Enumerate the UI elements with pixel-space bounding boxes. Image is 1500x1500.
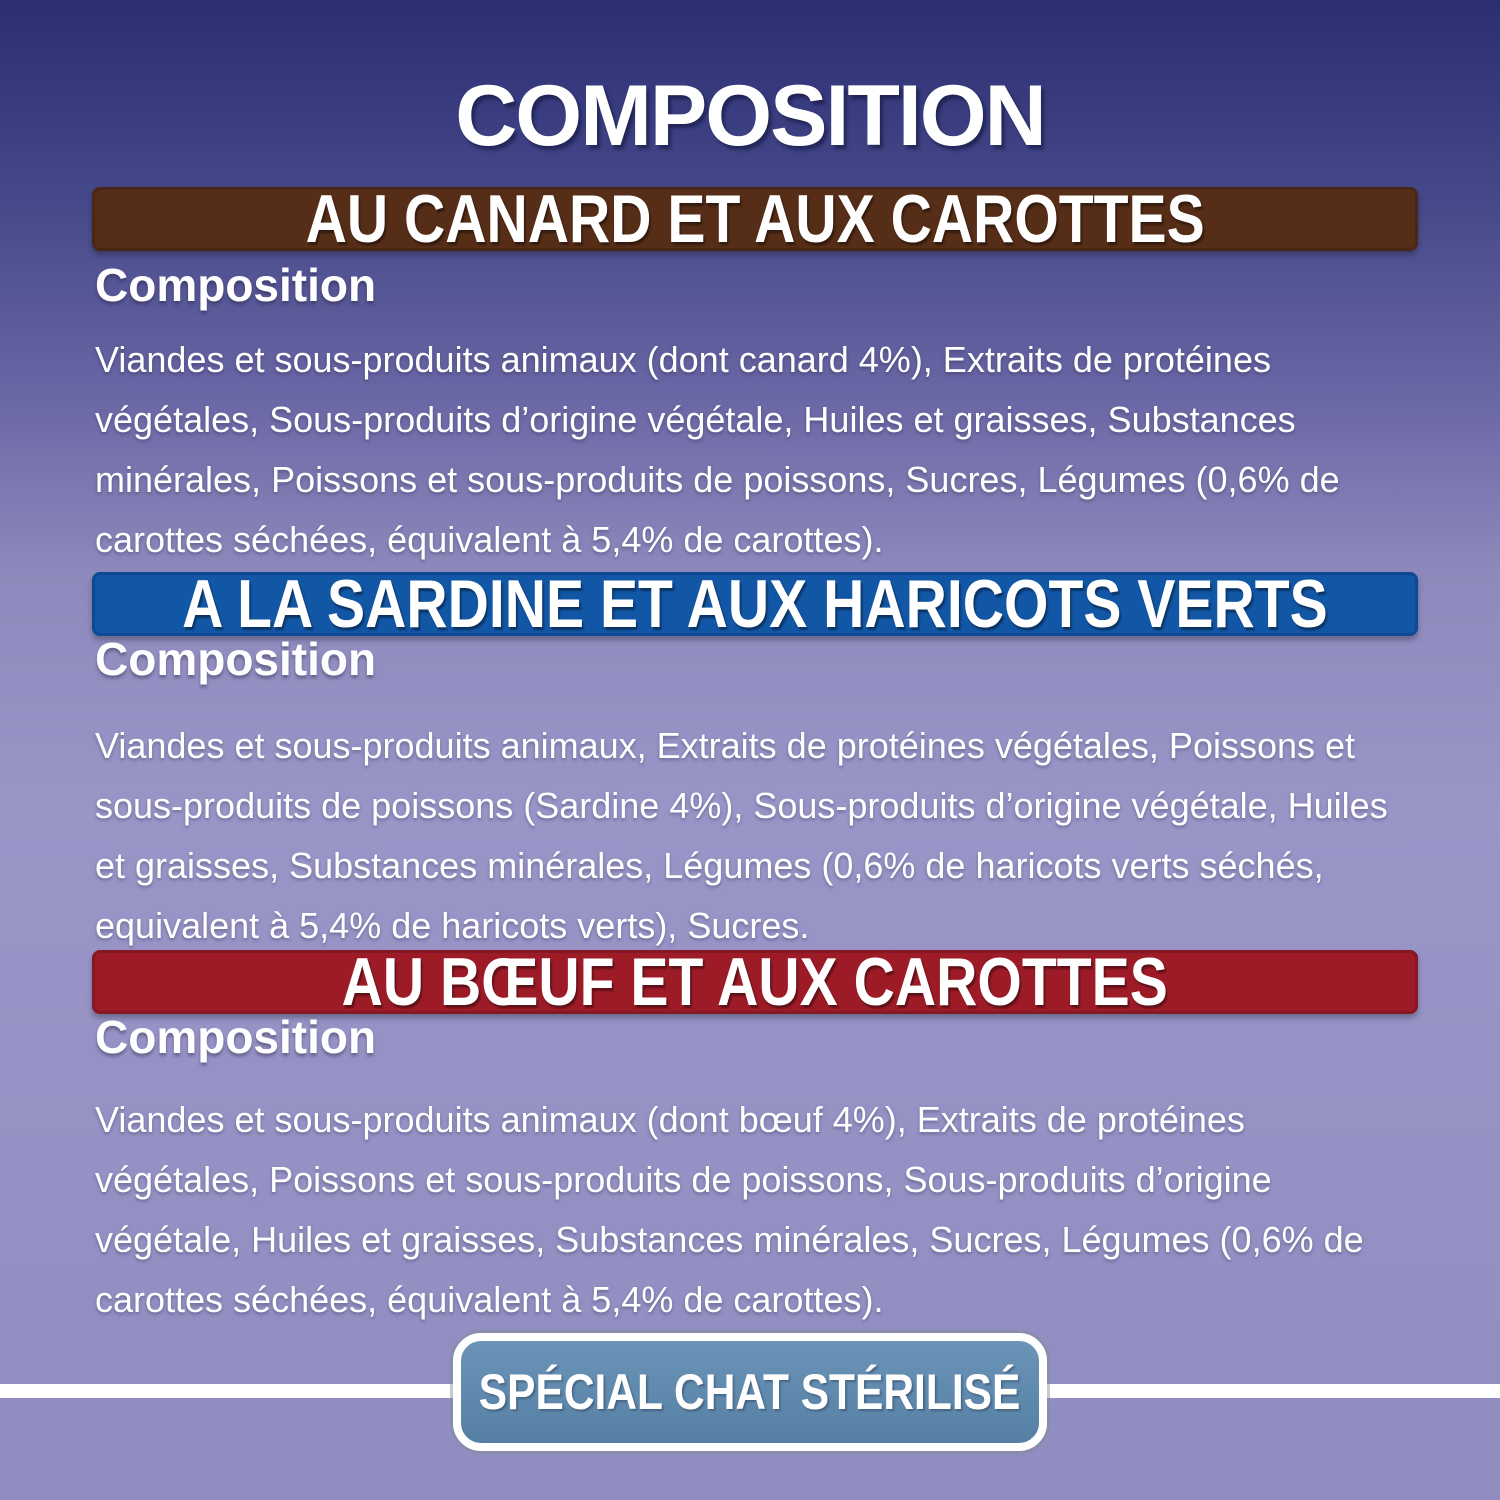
sterilized-cat-badge bbox=[453, 1333, 1047, 1451]
sterilized-cat-badge-label: SPÉCIAL CHAT STÉRILISÉ bbox=[479, 1364, 1021, 1420]
ingredients-text-beef: Viandes et sous-produits animaux (dont bœuf 4%), Extraits de protéines végétales, Poissons et sous-produits de poissons, Sous-produits d’origine végétale, Huiles et graisses, Substances minérales, Sucres, Légumes (0,6% de carottes séchées, équivalent à 5,4% de carottes). bbox=[95, 1099, 1364, 1320]
product-banner-beef-carrots bbox=[92, 944, 1418, 1020]
product-banner-sardine-greenbeans-label: A LA SARDINE ET AUX HARICOTS VERTS bbox=[182, 566, 1328, 642]
product-banner-sardine-greenbeans bbox=[92, 566, 1418, 642]
composition-heading-sardine: Composition bbox=[95, 633, 377, 685]
ingredients-text-duck: Viandes et sous-produits animaux (dont canard 4%), Extraits de protéines végétales, Sous-produits d’origine végétale, Huiles et graisses, Substances minérales, Poissons et sous-produits de poissons, Sucres, Légumes (0,6% de carottes séchées, équivalent à 5,4% de carottes). bbox=[95, 339, 1340, 560]
composition-heading-beef: Composition bbox=[95, 1011, 377, 1063]
page-title: COMPOSITION bbox=[455, 68, 1045, 164]
ingredients-text-sardine: Viandes et sous-produits animaux, Extraits de protéines végétales, Poissons et sous-produits de poissons (Sardine 4%), Sous-produits d’origine végétale, Huiles et graisses, Substances minérales, Légumes (0,6% de haricots verts séchés, equivalent à 5,4% de haricots verts), Sucres. bbox=[95, 725, 1388, 946]
product-banner-duck-carrots bbox=[92, 181, 1418, 257]
product-banner-beef-carrots-label: AU BŒUF ET AUX CAROTTES bbox=[341, 944, 1169, 1020]
product-banner-duck-carrots-label: AU CANARD ET AUX CAROTTES bbox=[305, 181, 1205, 257]
composition-heading-duck: Composition bbox=[95, 259, 377, 311]
